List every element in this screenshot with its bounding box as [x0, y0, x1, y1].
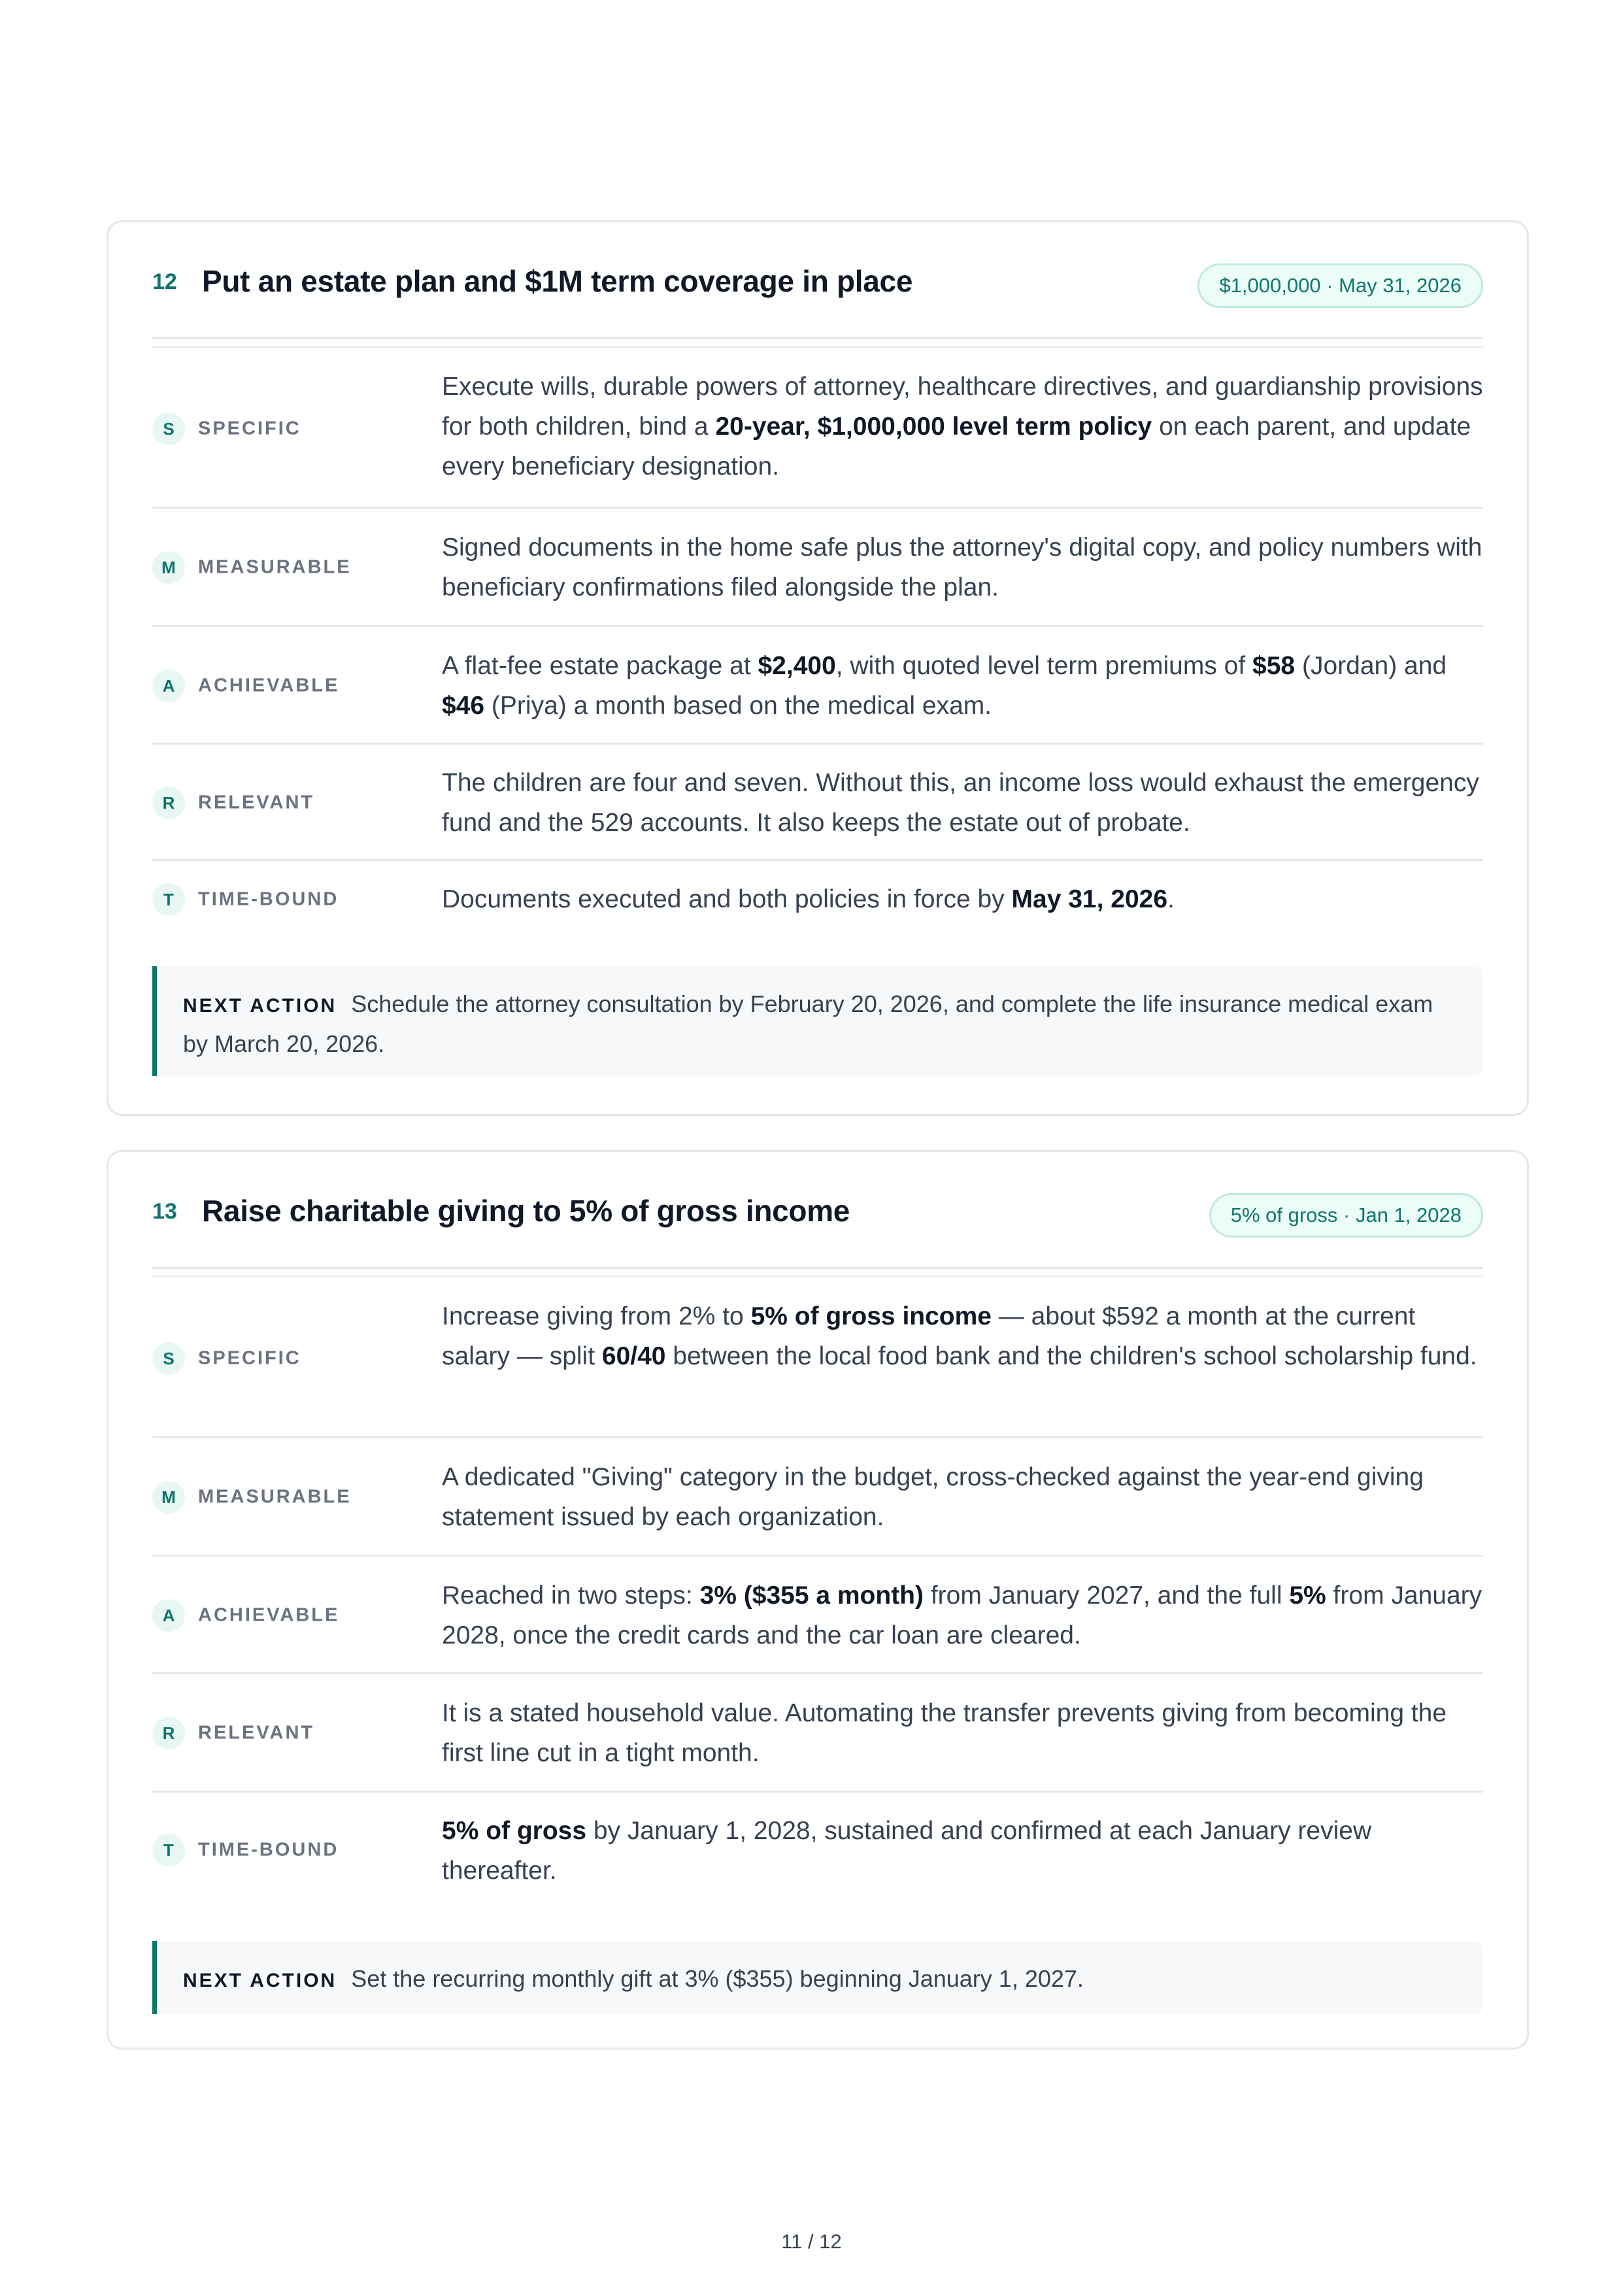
- criterion-letter: R: [152, 1717, 185, 1749]
- smart-row-specific: [152, 349, 1483, 509]
- smart-row-measurable: [152, 1438, 1483, 1557]
- goal-card: [107, 1150, 1529, 2050]
- criterion-letter: T: [152, 1834, 185, 1866]
- criterion-text: Execute wills, durable powers of attorney, healthcare directives, and guardianship provisions for both children, bind a 20-year, $1,000,000 level term policy on each parent, and update every beneficiary designation.: [442, 373, 1483, 481]
- goal-number: 12: [152, 269, 177, 294]
- criterion-letter: T: [152, 883, 185, 916]
- smart-row-relevant: [152, 1674, 1483, 1793]
- next-action: [152, 1941, 1483, 2014]
- criterion-letter: M: [152, 551, 185, 584]
- criterion-text: 5% of gross by January 1, 2028, sustained and confirmed at each January review thereafter.: [442, 1817, 1372, 1885]
- goal-number: 13: [152, 1199, 177, 1224]
- criterion-label: MEASURABLE: [198, 1486, 352, 1508]
- criterion-label: SPECIFIC: [198, 1347, 301, 1369]
- criterion-label: ACHIEVABLE: [198, 1604, 340, 1626]
- criterion-letter: A: [152, 1599, 185, 1632]
- criterion-letter: R: [152, 786, 185, 819]
- goal-badge: $1,000,000 · May 31, 2026: [1197, 263, 1483, 308]
- criterion-text: Documents executed and both policies in force by May 31, 2026.: [442, 885, 1175, 913]
- criterion-label: MEASURABLE: [198, 556, 352, 578]
- goal-badge: 5% of gross · Jan 1, 2028: [1209, 1193, 1483, 1238]
- smart-row-time-bound: [152, 861, 1483, 939]
- goal-card: [107, 220, 1529, 1116]
- criterion-text: The children are four and seven. Without this, an income loss would exhaust the emergency fund and the 529 accounts. It also keeps the estate out of probate.: [442, 769, 1479, 837]
- criterion-text: Signed documents in the home safe plus the attorney's digital copy, and policy numbers with beneficiary confirmations filed alongside the plan.: [442, 533, 1482, 601]
- criterion-label: TIME-BOUND: [198, 1839, 339, 1861]
- smart-row-achievable: [152, 1557, 1483, 1674]
- criterion-text: A flat-fee estate package at $2,400, with quoted level term premiums of $58 (Jordan) and $46 (Priya) a month based on the medical exam.: [442, 652, 1447, 720]
- goal-title: Raise charitable giving to 5% of gross income: [202, 1194, 850, 1228]
- next-action-text: Schedule the attorney consultation by February 20, 2026, and complete the life insurance medical exam by March 20, 2026.: [183, 990, 1433, 1057]
- smart-row-specific: [152, 1279, 1483, 1438]
- next-action: [152, 966, 1483, 1076]
- criterion-label: ACHIEVABLE: [198, 675, 340, 696]
- criterion-letter: M: [152, 1481, 185, 1513]
- criterion-letter: A: [152, 669, 185, 702]
- smart-rows: [152, 349, 1483, 939]
- smart-row-time-bound: [152, 1793, 1483, 1910]
- criterion-label: RELEVANT: [198, 1722, 315, 1744]
- smart-rows: [152, 1279, 1483, 1910]
- next-action-label: NEXT ACTION: [183, 995, 337, 1017]
- criterion-text: A dedicated "Giving" category in the budget, cross-checked against the year-end giving statement issued by each organization.: [442, 1463, 1424, 1531]
- criterion-text: It is a stated household value. Automating the transfer prevents giving from becoming the first line cut in a tight month.: [442, 1699, 1447, 1767]
- criterion-label: RELEVANT: [198, 792, 315, 813]
- goal-header: [152, 222, 1483, 339]
- criterion-letter: S: [152, 413, 185, 445]
- page-number: 11 / 12: [781, 2230, 842, 2253]
- goal-header: [152, 1152, 1483, 1269]
- criterion-label: TIME-BOUND: [198, 888, 339, 910]
- next-action-text: Set the recurring monthly gift at 3% ($355) beginning January 1, 2027.: [351, 1965, 1084, 1992]
- smart-row-achievable: [152, 627, 1483, 745]
- smart-row-measurable: [152, 509, 1483, 627]
- criterion-text: Reached in two steps: 3% ($355 a month) from January 2027, and the full 5% from January 2028, once the credit cards and the car loan are cleared.: [442, 1581, 1482, 1649]
- smart-row-relevant: [152, 745, 1483, 861]
- goal-title: Put an estate plan and $1M term coverage in place: [202, 264, 913, 298]
- criterion-text: Increase giving from 2% to 5% of gross income — about $592 a month at the current salary — split 60/40 between the local food bank and the children's school scholarship fund.: [442, 1302, 1477, 1370]
- criterion-letter: S: [152, 1342, 185, 1375]
- criterion-label: SPECIFIC: [198, 418, 301, 439]
- next-action-label: NEXT ACTION: [183, 1970, 337, 1991]
